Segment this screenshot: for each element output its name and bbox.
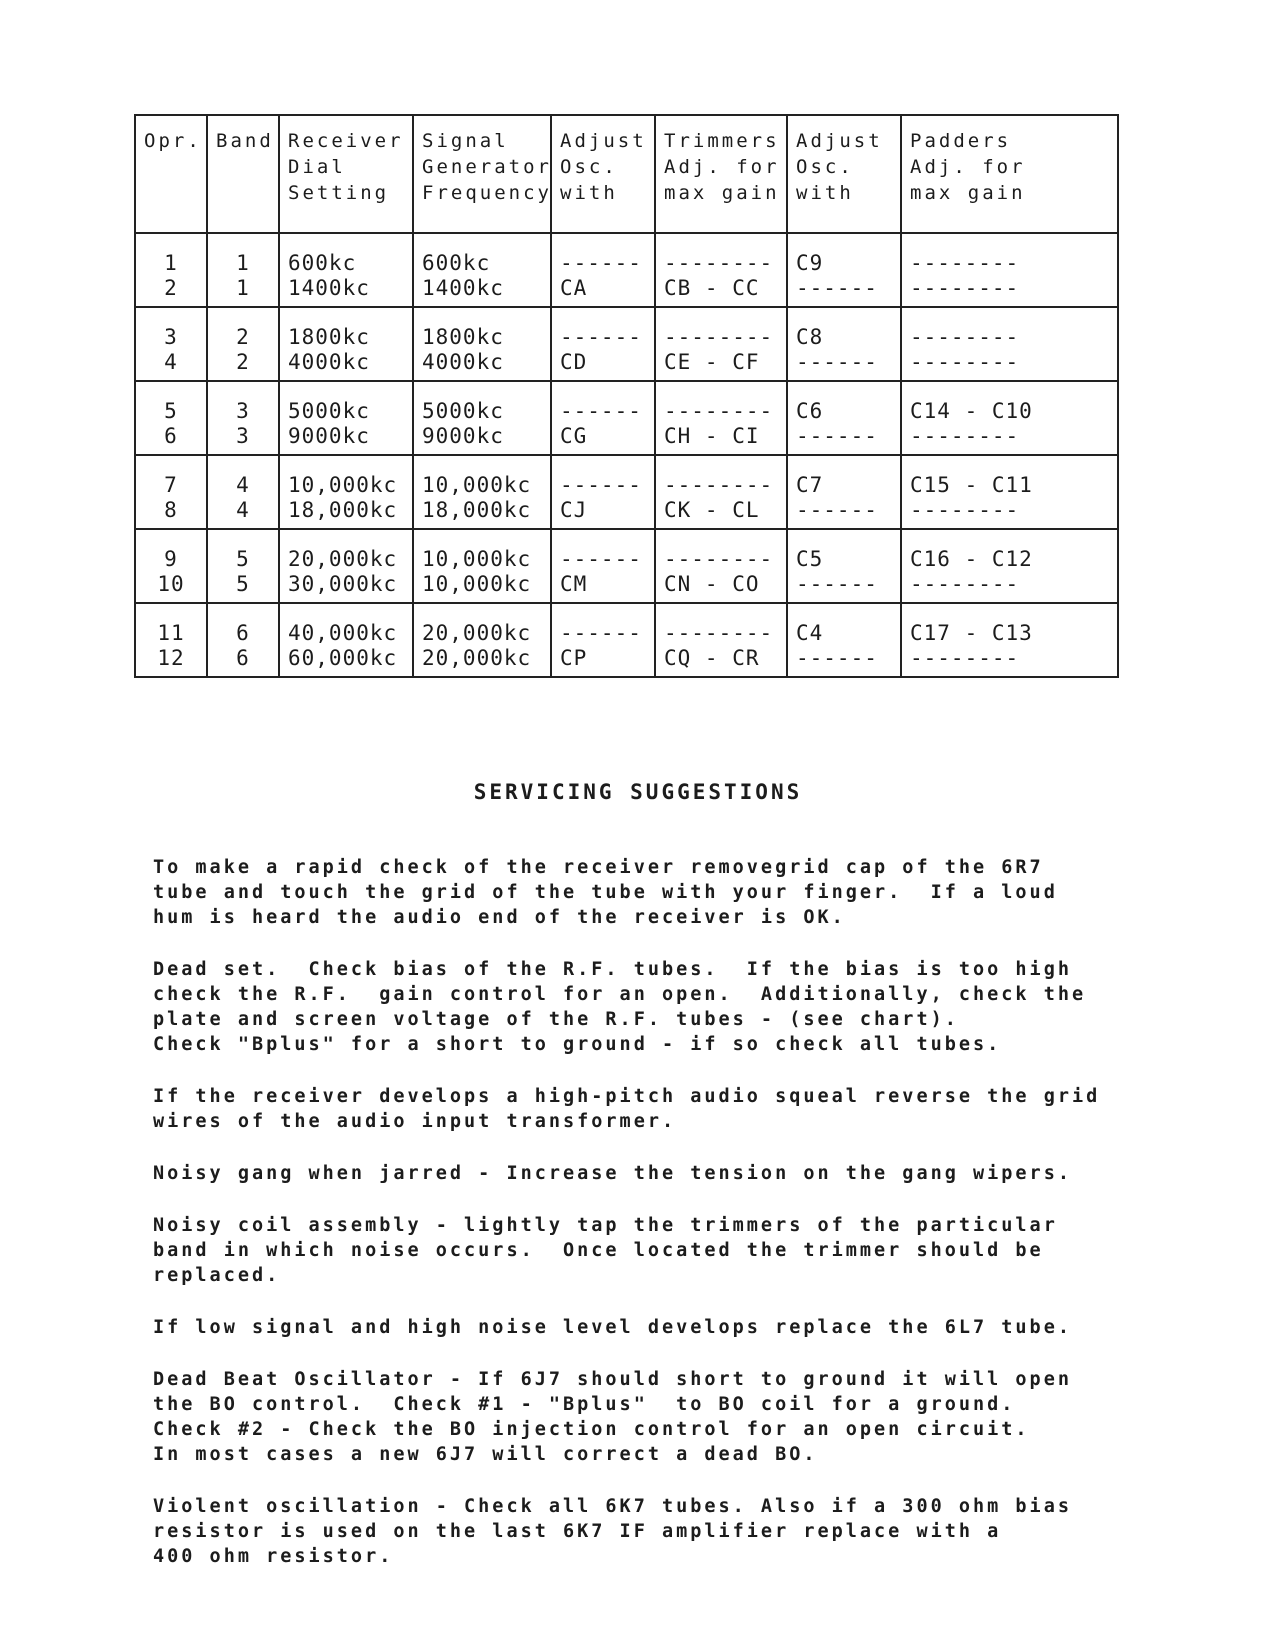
cell-opr-line-1: 1 [164, 251, 178, 275]
cell-adjust-osc-2-line-1: C6 [796, 399, 824, 423]
cell-generator-frequency-line-2: 10,000kc [422, 572, 532, 596]
cell-adjust-osc-line-1: ------ [560, 251, 642, 275]
cell-padders [901, 381, 1118, 455]
cell-adjust-osc-line-1: ------ [560, 547, 642, 571]
cell-dial-setting-line-1: 10,000kc [288, 473, 398, 497]
cell-adjust-osc-line-2: CM [560, 572, 588, 596]
header-padders: Padders Adj. for max gain [901, 115, 1118, 233]
cell-opr [135, 529, 207, 603]
cell-band-line-2: 4 [236, 498, 250, 522]
cell-generator-frequency [413, 307, 551, 381]
cell-adjust-osc-2 [787, 381, 901, 455]
cell-adjust-osc-2 [787, 529, 901, 603]
cell-generator-frequency-line-1: 10,000kc [422, 473, 532, 497]
cell-trimmers-line-2: CQ - CR [664, 646, 760, 670]
cell-dial-setting-line-1: 600kc [288, 251, 357, 275]
cell-opr-line-2: 6 [164, 424, 178, 448]
cell-generator-frequency-line-2: 9000kc [422, 424, 504, 448]
cell-adjust-osc-2-line-1: C8 [796, 325, 824, 349]
cell-dial-setting-line-2: 1400kc [288, 276, 370, 300]
cell-band [207, 455, 279, 529]
cell-adjust-osc-2 [787, 603, 901, 677]
paragraph-noisy-coil: Noisy coil assembly - lightly tap the trimmers of the particular band in which noise occurs. Once located the trimmer should be replaced. [153, 1215, 1058, 1286]
cell-band-line-2: 1 [236, 276, 250, 300]
cell-trimmers-line-1: -------- [664, 621, 774, 645]
cell-trimmers-line-1: -------- [664, 547, 774, 571]
cell-opr-line-2: 8 [164, 498, 178, 522]
cell-dial-setting [279, 529, 413, 603]
cell-opr [135, 233, 207, 307]
cell-band [207, 603, 279, 677]
cell-trimmers [655, 307, 787, 381]
cell-trimmers-line-1: -------- [664, 399, 774, 423]
cell-padders-line-2: -------- [910, 424, 1020, 448]
cell-band-line-2: 6 [236, 646, 250, 670]
cell-trimmers-line-2: CB - CC [664, 276, 760, 300]
cell-dial-setting-line-1: 20,000kc [288, 547, 398, 571]
cell-trimmers-line-1: -------- [664, 473, 774, 497]
cell-generator-frequency [413, 233, 551, 307]
cell-adjust-osc-2-line-2: ------ [796, 646, 878, 670]
header-opr: Opr. [135, 115, 207, 233]
table-row [135, 233, 1118, 307]
cell-dial-setting-line-2: 9000kc [288, 424, 370, 448]
header-dial-setting: Receiver Dial Setting [279, 115, 413, 233]
cell-adjust-osc-2-line-1: C7 [796, 473, 824, 497]
cell-band-line-1: 4 [236, 473, 250, 497]
cell-generator-frequency [413, 603, 551, 677]
cell-opr-line-1: 3 [164, 325, 178, 349]
cell-padders-line-1: C17 - C13 [910, 621, 1033, 645]
cell-padders-line-1: -------- [910, 325, 1020, 349]
cell-trimmers [655, 603, 787, 677]
cell-padders-line-2: -------- [910, 498, 1020, 522]
cell-generator-frequency-line-1: 1800kc [422, 325, 504, 349]
cell-adjust-osc-line-2: CP [560, 646, 588, 670]
cell-padders [901, 455, 1118, 529]
cell-padders-line-2: -------- [910, 572, 1020, 596]
cell-trimmers [655, 233, 787, 307]
paragraph-audio-squeal: If the receiver develops a high-pitch audio squeal reverse the grid wires of the audio input transformer. [153, 1086, 1101, 1132]
cell-adjust-osc-line-1: ------ [560, 621, 642, 645]
paragraph-violent-oscillation: Violent oscillation - Check all 6K7 tubes. Also if a 300 ohm bias resistor is used on the last 6K7 IF amplifier replace with a 400 ohm resistor. [153, 1496, 1072, 1567]
cell-adjust-osc-line-2: CD [560, 350, 588, 374]
cell-trimmers-line-2: CH - CI [664, 424, 760, 448]
cell-padders [901, 307, 1118, 381]
cell-adjust-osc [551, 603, 655, 677]
cell-opr-line-1: 9 [164, 547, 178, 571]
cell-generator-frequency-line-2: 1400kc [422, 276, 504, 300]
cell-generator-frequency-line-1: 20,000kc [422, 621, 532, 645]
paragraph-noisy-gang: Noisy gang when jarred - Increase the tension on the gang wipers. [153, 1163, 1072, 1184]
table-header-row [135, 115, 1118, 233]
cell-band-line-2: 2 [236, 350, 250, 374]
cell-adjust-osc-2-line-1: C5 [796, 547, 824, 571]
cell-dial-setting-line-1: 1800kc [288, 325, 370, 349]
cell-padders-line-1: C14 - C10 [910, 399, 1033, 423]
paragraph-rapid-check: To make a rapid check of the receiver removegrid cap of the 6R7 tube and touch the grid of the tube with your finger. If a loud hum is heard the audio end of the receiver is OK. [153, 857, 1058, 928]
cell-dial-setting-line-2: 60,000kc [288, 646, 398, 670]
cell-adjust-osc-line-1: ------ [560, 325, 642, 349]
cell-adjust-osc [551, 455, 655, 529]
alignment-table [134, 114, 1119, 678]
cell-adjust-osc-2-line-2: ------ [796, 498, 878, 522]
table-row [135, 603, 1118, 677]
cell-trimmers [655, 529, 787, 603]
cell-generator-frequency-line-1: 600kc [422, 251, 491, 275]
cell-dial-setting-line-2: 4000kc [288, 350, 370, 374]
cell-trimmers-line-2: CE - CF [664, 350, 760, 374]
cell-adjust-osc-2-line-1: C4 [796, 621, 824, 645]
cell-trimmers-line-2: CN - CO [664, 572, 760, 596]
cell-padders [901, 529, 1118, 603]
cell-padders-line-1: C16 - C12 [910, 547, 1033, 571]
cell-padders [901, 603, 1118, 677]
cell-adjust-osc [551, 233, 655, 307]
cell-opr-line-2: 4 [164, 350, 178, 374]
cell-generator-frequency [413, 381, 551, 455]
cell-opr-line-1: 5 [164, 399, 178, 423]
cell-opr-line-1: 7 [164, 473, 178, 497]
cell-band-line-2: 3 [236, 424, 250, 448]
header-trimmers: Trimmers Adj. for max gain [655, 115, 787, 233]
cell-opr [135, 455, 207, 529]
cell-adjust-osc-2 [787, 455, 901, 529]
table-row [135, 381, 1118, 455]
cell-dial-setting-line-1: 5000kc [288, 399, 370, 423]
cell-band [207, 233, 279, 307]
cell-adjust-osc-2-line-2: ------ [796, 424, 878, 448]
cell-band-line-1: 6 [236, 621, 250, 645]
cell-generator-frequency-line-1: 5000kc [422, 399, 504, 423]
cell-trimmers-line-1: -------- [664, 325, 774, 349]
cell-band-line-1: 3 [236, 399, 250, 423]
cell-adjust-osc-line-2: CJ [560, 498, 588, 522]
cell-generator-frequency [413, 455, 551, 529]
suggestions-body [153, 855, 1163, 1596]
cell-padders-line-1: -------- [910, 251, 1020, 275]
paragraph-dead-set: Dead set. Check bias of the R.F. tubes. If the bias is too high check the R.F. gain control for an open. Additionally, check the plate and screen voltage of the R.F. tubes - (see chart). Check "Bplus" for a short to ground - if so check all tubes. [153, 959, 1087, 1055]
cell-generator-frequency-line-2: 4000kc [422, 350, 504, 374]
cell-dial-setting-line-2: 18,000kc [288, 498, 398, 522]
cell-opr [135, 603, 207, 677]
cell-dial-setting [279, 307, 413, 381]
cell-opr [135, 381, 207, 455]
cell-adjust-osc-2-line-1: C9 [796, 251, 824, 275]
table-row [135, 307, 1118, 381]
cell-band-line-1: 5 [236, 547, 250, 571]
cell-adjust-osc-line-2: CA [560, 276, 588, 300]
cell-padders-line-2: -------- [910, 350, 1020, 374]
cell-adjust-osc-2-line-2: ------ [796, 572, 878, 596]
cell-adjust-osc [551, 381, 655, 455]
cell-dial-setting-line-1: 40,000kc [288, 621, 398, 645]
header-band: Band [207, 115, 279, 233]
cell-adjust-osc-line-1: ------ [560, 399, 642, 423]
cell-adjust-osc [551, 307, 655, 381]
section-heading: SERVICING SUGGESTIONS [473, 780, 803, 804]
cell-band [207, 381, 279, 455]
cell-dial-setting [279, 381, 413, 455]
cell-adjust-osc-line-1: ------ [560, 473, 642, 497]
cell-adjust-osc-line-2: CG [560, 424, 588, 448]
paragraph-dead-beat-oscillator: Dead Beat Oscillator - If 6J7 should short to ground it will open the BO control. Check #1 - "Bplus" to BO coil for a ground. Check #2 - Check the BO injection control for an open circuit. In most cases a new 6J7 will correct a dead BO. [153, 1369, 1072, 1465]
cell-adjust-osc-2 [787, 307, 901, 381]
cell-generator-frequency-line-2: 18,000kc [422, 498, 532, 522]
table-row [135, 529, 1118, 603]
cell-trimmers [655, 455, 787, 529]
cell-band [207, 529, 279, 603]
cell-generator-frequency-line-2: 20,000kc [422, 646, 532, 670]
cell-padders-line-1: C15 - C11 [910, 473, 1033, 497]
cell-padders [901, 233, 1118, 307]
cell-band-line-1: 1 [236, 251, 250, 275]
cell-trimmers-line-2: CK - CL [664, 498, 760, 522]
cell-generator-frequency [413, 529, 551, 603]
header-generator-frequency: Signal Generator Frequency [413, 115, 551, 233]
cell-band-line-1: 2 [236, 325, 250, 349]
cell-generator-frequency-line-1: 10,000kc [422, 547, 532, 571]
cell-trimmers-line-1: -------- [664, 251, 774, 275]
cell-adjust-osc [551, 529, 655, 603]
cell-padders-line-2: -------- [910, 276, 1020, 300]
cell-band [207, 307, 279, 381]
table-row [135, 455, 1118, 529]
cell-adjust-osc-2-line-2: ------ [796, 276, 878, 300]
cell-trimmers [655, 381, 787, 455]
cell-adjust-osc-2-line-2: ------ [796, 350, 878, 374]
cell-dial-setting-line-2: 30,000kc [288, 572, 398, 596]
cell-band-line-2: 5 [236, 572, 250, 596]
header-adjust-osc-2: Adjust Osc. with [787, 115, 901, 233]
cell-dial-setting [279, 233, 413, 307]
paragraph-low-signal: If low signal and high noise level develops replace the 6L7 tube. [153, 1317, 1072, 1338]
cell-opr-line-2: 12 [157, 646, 185, 670]
header-adjust-osc: Adjust Osc. with [551, 115, 655, 233]
cell-opr-line-2: 2 [164, 276, 178, 300]
cell-opr-line-1: 11 [157, 621, 185, 645]
cell-opr-line-2: 10 [157, 572, 185, 596]
cell-adjust-osc-2 [787, 233, 901, 307]
cell-opr [135, 307, 207, 381]
cell-dial-setting [279, 455, 413, 529]
cell-dial-setting [279, 603, 413, 677]
cell-padders-line-2: -------- [910, 646, 1020, 670]
